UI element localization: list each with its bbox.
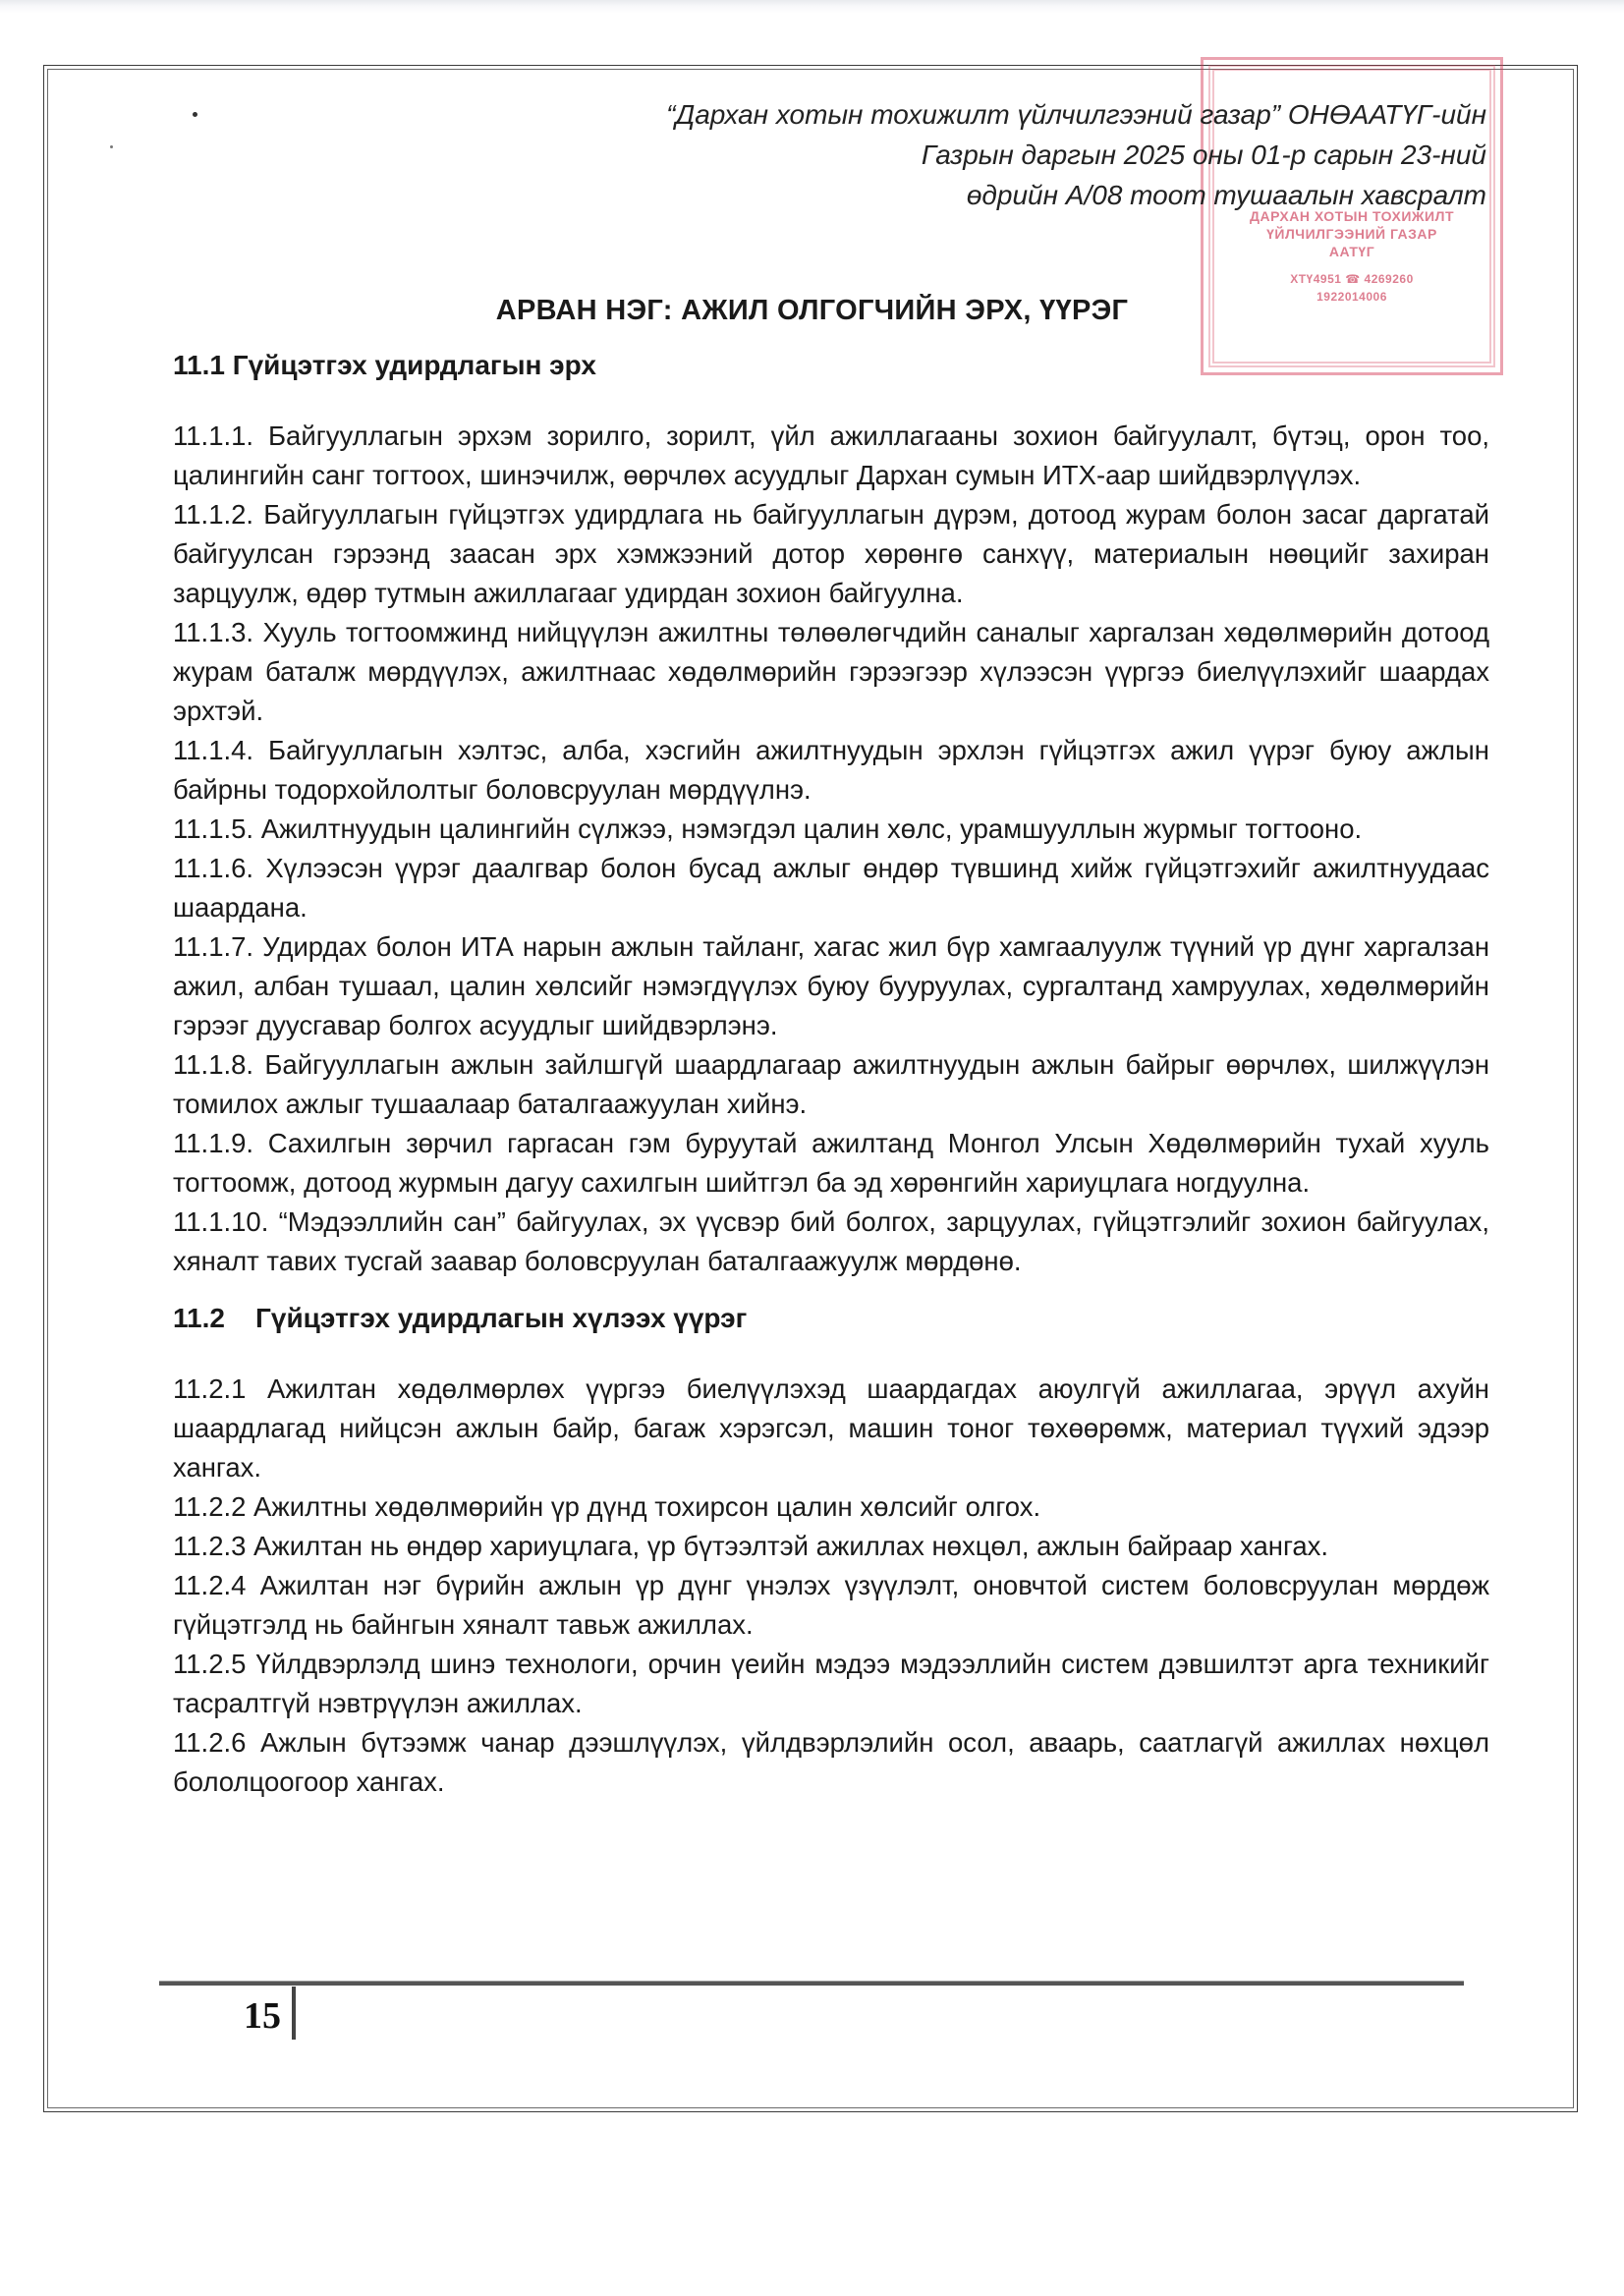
stamp-text [1233, 207, 1471, 306]
section-heading-text: Гүйцэтгэх удирдлагын хүлээх үүрэг [255, 1303, 748, 1333]
paragraph: 11.1.4. Байгууллагын хэлтэс, алба, хэсгийн ажилтнуудын эрхлэн гүйцэтгэх ажил үүрэг буюу ажлын байрны тодорхойлолтыг боловсруулан мөрдүүлнэ. [173, 735, 1489, 805]
paragraph: 11.2.3 Ажилтан нь өндөр хариуцлага, үр бүтээлтэй ажиллах нөхцөл, ажлын байраар хангах. [173, 1531, 1329, 1561]
stamp-text-line: ХТҮ4951 ☎ 4269260 [1290, 272, 1414, 286]
paragraph: 11.2.6 Ажлын бүтээмж чанар дээшлүүлэх, үйлдвэрлэлийн осол, аваарь, саатлагүй ажиллах нөхцөл бололцоогоор хангах. [173, 1727, 1489, 1797]
stamp-text-line: 1922014006 [1316, 290, 1387, 304]
section-2-paragraphs [173, 1370, 1489, 1802]
header-line: Газрын даргын 2025 оны 01-р сарын 23-ний [921, 140, 1486, 170]
scan-speck [193, 112, 197, 117]
paragraph: 11.2.1 Ажилтан хөдөлмөрлөх үүргээ биелүүлэхэд шаардагдах аюулгүй ажиллагаа, эрүүл ахуйн шаардлагад нийцсэн ажлын байр, багаж хэрэгсэл, машин тоног төхөөрөмж, материал түүхий эдээр хангах. [173, 1373, 1489, 1483]
document-header [504, 94, 1486, 215]
footer-rule [159, 1981, 1464, 1986]
stamp-text-line: ДАРХАН ХОТЫН ТОХИЖИЛТ [1249, 208, 1454, 224]
stamp-text-line: ҮЙЛЧИЛГЭЭНИЙ ГАЗАР [1266, 226, 1437, 242]
paragraph: 11.2.5 Үйлдвэрлэлд шинэ технологи, орчин үеийн мэдээ мэдээллийн систем дэвшилтэт арга техникийг тасралтгүй нэвтрүүлэн ажиллах. [173, 1649, 1489, 1718]
section-heading: 11.1 Гүйцэтгэх удирдлагын эрх [173, 350, 596, 380]
paragraph: 11.1.3. Хууль тогтоомжинд нийцүүлэн ажилтны төлөөлөгчдийн саналыг харгалзан хөдөлмөрийн дотоод журам баталж мөрдүүлэх, ажилтнаас хөдөлмөрийн гэрээгээр хүлээсэн үүргээ биелүүлэхийг шаардах эрхтэй. [173, 617, 1489, 726]
section-number: 11.2 [173, 1303, 225, 1333]
chapter-title: АРВАН НЭГ: АЖИЛ ОЛГОГЧИЙН ЭРХ, ҮҮРЭГ [495, 295, 1129, 326]
header-line: “Дархан хотын тохижилт үйлчилгээний газар” ОНӨААТҮГ-ийн [666, 99, 1486, 130]
paragraph: 11.2.2 Ажилтны хөдөлмөрийн үр дүнд тохирсон цалин хөлсийг олгох. [173, 1491, 1041, 1522]
scan-speck [110, 145, 113, 148]
section-heading [173, 1299, 1489, 1338]
paragraph: 11.2.4 Ажилтан нэг бүрийн ажлын үр дүнг үнэлэх үзүүлэлт, оновчтой систем боловсруулан мөрдөж гүйцэтгэлд нь байнгын хяналт тавьж ажиллах. [173, 1570, 1489, 1640]
header-line: өдрийн А/08 тоот тушаалын хавсралт [966, 180, 1486, 210]
page-number: 15 [244, 1995, 281, 2037]
paragraph: 11.1.2. Байгууллагын гүйцэтгэх удирдлага нь байгууллагын дүрэм, дотоод журам болон засаг даргатай байгуулсан гэрээнд заасан эрх хэмжээний дотор хөрөнгө санхүү, материалын нөөцийг захиран зарцуулж, өдөр тутмын ажиллагааг удирдан зохион байгуулна. [173, 499, 1489, 608]
paragraph: 11.1.10. “Мэдээллийн сан” байгуулах, эх үүсвэр бий болгох, зарцуулах, гүйцэтгэлийг зохион байгуулах, хяналт тавих тусгай заавар боловсруулан баталгаажуулж мөрдөнө. [173, 1206, 1489, 1276]
section-1-paragraphs [173, 417, 1489, 1281]
paragraph: 11.1.6. Хүлээсэн үүрэг даалгвар болон бусад ажлыг өндөр түвшинд хийж гүйцэтгэхийг ажилтнуудаас шаардана. [173, 853, 1489, 923]
paragraph: 11.1.8. Байгууллагын ажлын зайлшгүй шаардлагаар ажилтнуудын ажлын байрыг өөрчлөх, шилжүүлэн томилох ажлыг тушаалаар баталгаажуулан хийнэ. [173, 1049, 1489, 1119]
stamp-text-line: ААТҮГ [1328, 244, 1375, 259]
paragraph: 11.1.5. Ажилтнуудын цалингийн сүлжээ, нэмэгдэл цалин хөлс, урамшууллын журмыг тогтооно. [173, 813, 1363, 844]
paragraph: 11.1.7. Удирдах болон ИТА нарын ажлын тайланг, хагас жил бүр хамгаалуулж түүний үр дүнг харгалзан ажил, албан тушаал, цалин хөлсийг нэмэгдүүлэх буюу бууруулах, сургалтанд хамруулах, хөдөлмөрийн гэрээг дуусгавар болгох асуудлыг шийдвэрлэнэ. [173, 931, 1489, 1040]
paragraph: 11.1.9. Сахилгын зөрчил гаргасан гэм буруутай ажилтанд Монгол Улсын Хөдөлмөрийн тухай хууль тогтоомж, дотоод журмын дагуу сахилгын шийтгэл ба эд хөрөнгийн хариуцлага ногдуулна. [173, 1128, 1489, 1198]
paragraph: 11.1.1. Байгууллагын эрхэм зорилго, зорилт, үйл ажиллагааны зохион байгуулалт, бүтэц, орон тоо, цалингийн санг тогтоох, шинэчилж, өөрчлөх асуудлыг Дархан сумын ИТХ-аар шийдвэрлүүлэх. [173, 420, 1489, 490]
document-body [173, 346, 1489, 1802]
page-number-divider [292, 1987, 296, 2040]
